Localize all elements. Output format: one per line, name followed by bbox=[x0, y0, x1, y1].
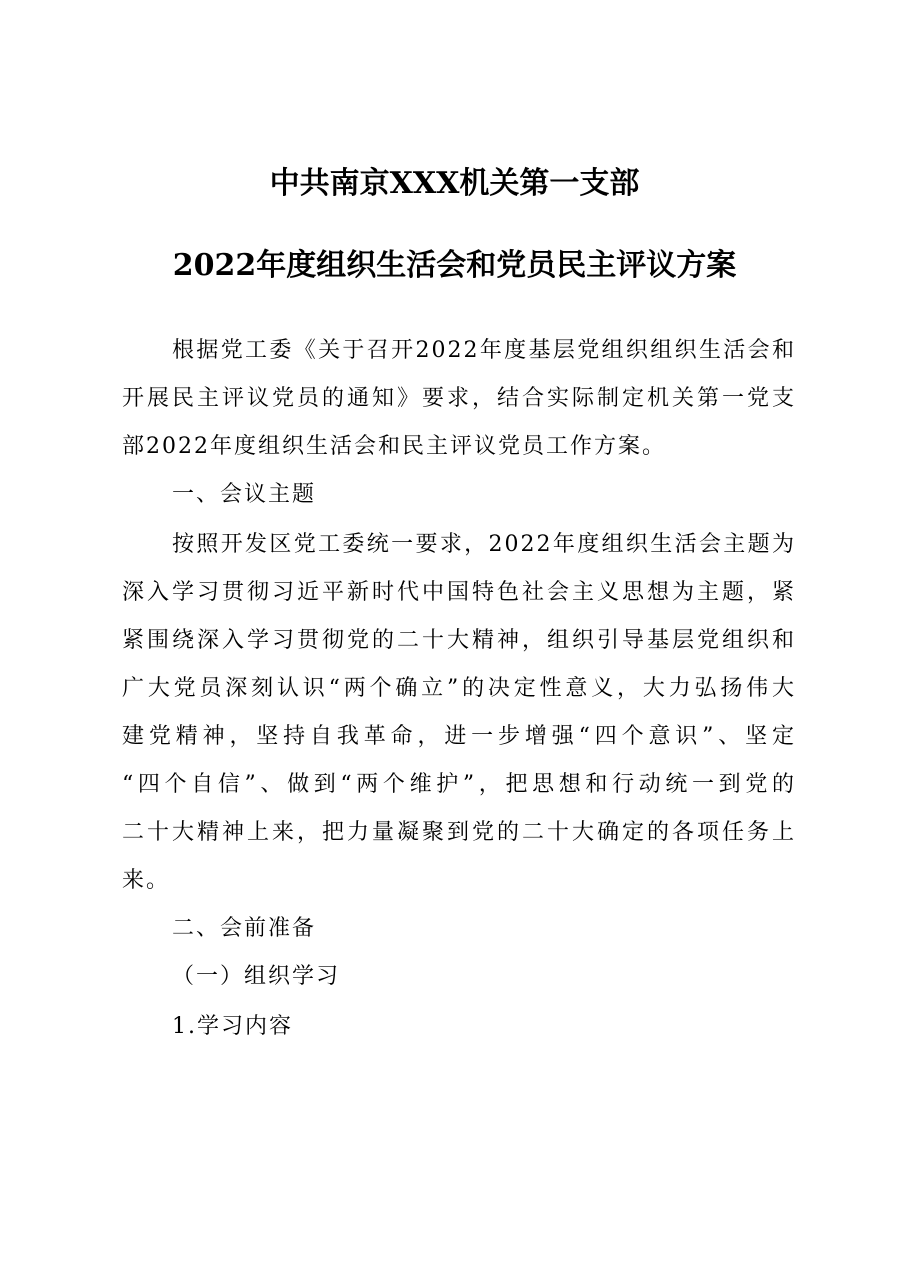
document-title-line-2: 2022年度组织生活会和党员民主评议方案 bbox=[172, 248, 737, 283]
intro-line-1: 根据党工委《关于召开2022年度基层党组织组织生活会和 bbox=[172, 338, 796, 363]
document-title-line-1: 中共南京XXX机关第一支部 bbox=[269, 166, 640, 201]
intro-line-3: 部2022年度组织生活会和民主评议党员工作方案。 bbox=[122, 434, 666, 459]
intro-line-2: 开展民主评议党员的通知》要求，结合实际制定机关第一党支 bbox=[122, 386, 796, 411]
section-1-line-3: 紧围绕深入学习贯彻党的二十大精神，组织引导基层党组织和 bbox=[122, 628, 796, 653]
section-1-line-1: 按照开发区党工委统一要求，2022年度组织生活会主题为 bbox=[172, 532, 796, 557]
section-2-item-1: 1.学习内容 bbox=[172, 1014, 293, 1039]
section-1-heading: 一、会议主题 bbox=[172, 482, 317, 507]
section-2-subheading-1: （一）组织学习 bbox=[172, 964, 341, 989]
section-1-line-2: 深入学习贯彻习近平新时代中国特色社会主义思想为主题，紧 bbox=[122, 580, 796, 605]
section-1-line-8: 来。 bbox=[122, 868, 171, 893]
section-2-heading: 二、会前准备 bbox=[172, 916, 317, 941]
section-1-line-6: “四个自信”、做到“两个维护”，把思想和行动统一到党的 bbox=[122, 772, 796, 797]
section-1-line-4: 广大党员深刻认识“两个确立”的决定性意义，大力弘扬伟大 bbox=[122, 676, 796, 701]
section-1-line-5: 建党精神，坚持自我革命，进一步增强“四个意识”、坚定 bbox=[122, 724, 796, 749]
section-1-line-7: 二十大精神上来，把力量凝聚到党的二十大确定的各项任务上 bbox=[122, 820, 796, 845]
